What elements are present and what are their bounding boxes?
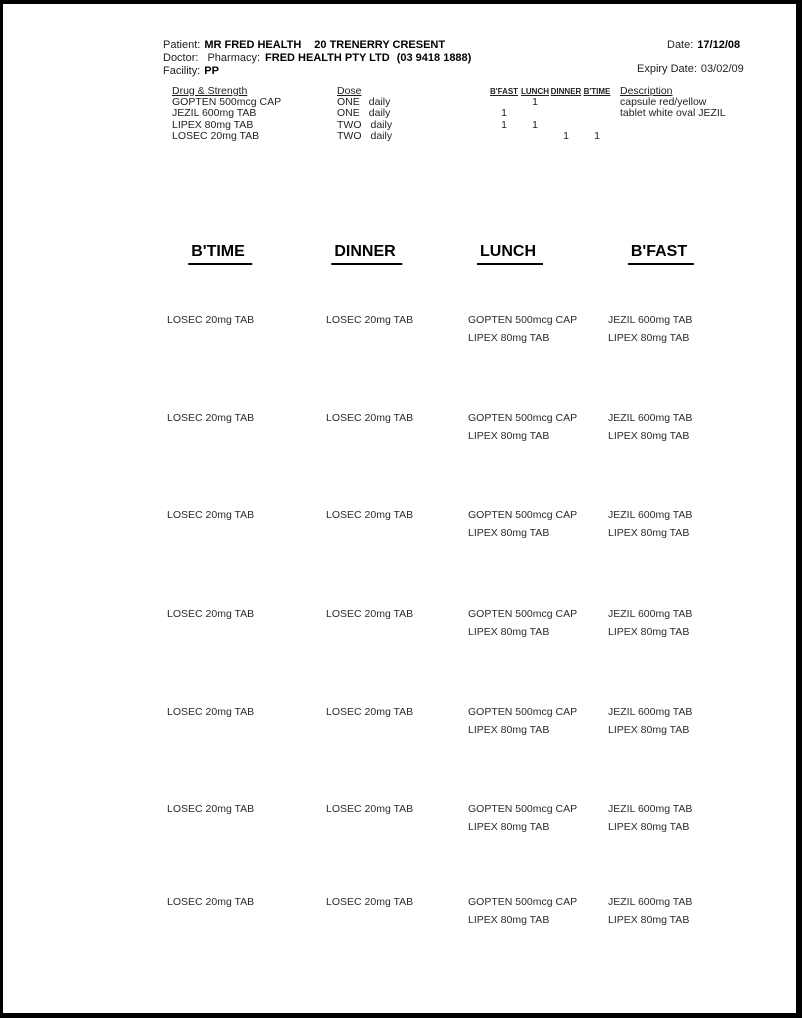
schedule-cell bbox=[167, 507, 322, 525]
medication-item: GOPTEN 500mcg CAP bbox=[468, 803, 578, 815]
medication-item: GOPTEN 500mcg CAP bbox=[468, 412, 578, 424]
medication-item: LIPEX 80mg TAB bbox=[608, 913, 690, 926]
schedule-header-lunch: LUNCH bbox=[477, 242, 543, 265]
page-edge-bottom bbox=[0, 1013, 802, 1018]
medication-item: GOPTEN 500mcg CAP bbox=[468, 314, 578, 326]
medication-item: LIPEX 80mg TAB bbox=[468, 820, 550, 833]
medication-row bbox=[172, 120, 772, 131]
schedule-cell bbox=[167, 410, 322, 428]
dose: ONE daily bbox=[337, 107, 391, 120]
medication-item: LIPEX 80mg TAB bbox=[608, 723, 690, 736]
medication-item: JEZIL 600mg TAB bbox=[608, 896, 693, 908]
schedule-cell bbox=[608, 704, 763, 739]
schedule-cell bbox=[326, 507, 481, 525]
medication-summary-table bbox=[172, 84, 772, 143]
date-line bbox=[667, 39, 740, 52]
pharmacy-label: Pharmacy: bbox=[207, 52, 261, 64]
btime-count: 1 bbox=[594, 130, 600, 143]
page-edge-top bbox=[0, 0, 802, 4]
medication-item: LIPEX 80mg TAB bbox=[608, 625, 690, 638]
medication-item: LOSEC 20mg TAB bbox=[326, 412, 414, 424]
page-edge-right bbox=[796, 0, 802, 1018]
schedule-header-dinner: DINNER bbox=[331, 242, 402, 265]
facility-line bbox=[163, 65, 219, 78]
patient-line bbox=[163, 39, 445, 52]
medication-item: LOSEC 20mg TAB bbox=[326, 896, 414, 908]
schedule-cell bbox=[608, 606, 763, 641]
medication-item: LIPEX 80mg TAB bbox=[468, 331, 550, 344]
facility-value: PP bbox=[204, 65, 219, 77]
medication-item: JEZIL 600mg TAB bbox=[608, 706, 693, 718]
medication-item: LOSEC 20mg TAB bbox=[167, 412, 255, 424]
dinner-count: 1 bbox=[563, 130, 569, 143]
schedule-cell bbox=[468, 704, 623, 739]
medication-item: LIPEX 80mg TAB bbox=[608, 820, 690, 833]
drug-description: tablet white oval JEZIL bbox=[620, 107, 726, 120]
doctor-line bbox=[163, 52, 471, 65]
patient-name: MR FRED HEALTH bbox=[204, 39, 302, 51]
pharmacy-phone: (03 9418 1888) bbox=[396, 52, 472, 64]
lunch-count: 1 bbox=[532, 118, 538, 131]
drug-name: GOPTEN 500mcg CAP bbox=[172, 96, 282, 108]
drug-name: LOSEC 20mg TAB bbox=[172, 130, 260, 143]
medication-item: LOSEC 20mg TAB bbox=[167, 706, 255, 718]
medication-row bbox=[172, 108, 772, 119]
dose: TWO daily bbox=[337, 130, 393, 143]
medication-item: GOPTEN 500mcg CAP bbox=[468, 896, 578, 908]
medication-item: LOSEC 20mg TAB bbox=[326, 509, 414, 521]
schedule-cell bbox=[326, 606, 481, 624]
schedule-cell bbox=[167, 312, 322, 330]
medication-item: LIPEX 80mg TAB bbox=[468, 526, 550, 539]
medication-item: LIPEX 80mg TAB bbox=[468, 913, 550, 926]
medication-item: LOSEC 20mg TAB bbox=[326, 803, 414, 815]
schedule-cell bbox=[608, 507, 763, 542]
schedule-cell bbox=[608, 312, 763, 347]
expiry-line bbox=[637, 63, 744, 76]
medication-item: LIPEX 80mg TAB bbox=[608, 526, 690, 539]
schedule-cell bbox=[468, 606, 623, 641]
dose: ONE daily bbox=[337, 96, 391, 108]
expiry-value: 03/02/09 bbox=[700, 63, 744, 75]
schedule-cell bbox=[326, 312, 481, 330]
medication-item: GOPTEN 500mcg CAP bbox=[468, 706, 578, 718]
col-header-lunch: LUNCH bbox=[521, 86, 549, 96]
medication-item: LOSEC 20mg TAB bbox=[326, 706, 414, 718]
medication-item: JEZIL 600mg TAB bbox=[608, 412, 693, 424]
schedule-cell bbox=[167, 704, 322, 722]
schedule-header-btime: B'TIME bbox=[188, 242, 252, 265]
medication-item: JEZIL 600mg TAB bbox=[608, 509, 693, 521]
col-header-bfast: B'FAST bbox=[489, 86, 519, 96]
schedule-cell bbox=[326, 410, 481, 428]
medication-item: LOSEC 20mg TAB bbox=[326, 608, 414, 620]
medication-item: GOPTEN 500mcg CAP bbox=[468, 608, 578, 620]
col-header-dinner: DINNER bbox=[550, 86, 582, 96]
col-header-dose: Dose bbox=[337, 84, 362, 97]
schedule-cell bbox=[167, 801, 322, 819]
schedule-cell bbox=[608, 894, 763, 929]
schedule-cell bbox=[468, 312, 623, 347]
schedule-cell bbox=[608, 410, 763, 445]
medication-item: LOSEC 20mg TAB bbox=[167, 509, 255, 521]
date-value: 17/12/08 bbox=[697, 39, 741, 51]
medication-item: GOPTEN 500mcg CAP bbox=[468, 509, 578, 521]
col-header-description: Description bbox=[620, 84, 673, 97]
medication-item: LOSEC 20mg TAB bbox=[326, 314, 414, 326]
bfast-count: 1 bbox=[501, 118, 507, 131]
medication-item: JEZIL 600mg TAB bbox=[608, 608, 693, 620]
medication-item: LIPEX 80mg TAB bbox=[468, 625, 550, 638]
drug-name: LIPEX 80mg TAB bbox=[172, 118, 254, 131]
schedule-cell bbox=[608, 801, 763, 836]
pharmacy-name: FRED HEALTH PTY LTD bbox=[265, 52, 390, 64]
col-header-drug: Drug & Strength bbox=[172, 84, 248, 97]
schedule-cell bbox=[468, 507, 623, 542]
doctor-label: Doctor: bbox=[163, 52, 199, 64]
schedule-header-bfast: B'FAST bbox=[628, 242, 694, 265]
medication-item: LOSEC 20mg TAB bbox=[167, 896, 255, 908]
medication-item: LIPEX 80mg TAB bbox=[468, 723, 550, 736]
schedule-cell bbox=[326, 704, 481, 722]
medication-item: JEZIL 600mg TAB bbox=[608, 803, 693, 815]
medication-row bbox=[172, 131, 772, 142]
lunch-count: 1 bbox=[532, 96, 538, 108]
schedule-cell bbox=[167, 894, 322, 912]
schedule-cell bbox=[468, 801, 623, 836]
medication-item: LOSEC 20mg TAB bbox=[167, 803, 255, 815]
medication-item: LIPEX 80mg TAB bbox=[468, 429, 550, 442]
drug-name: JEZIL 600mg TAB bbox=[172, 107, 257, 120]
date-label: Date: bbox=[667, 39, 694, 51]
schedule-cell bbox=[167, 606, 322, 624]
facility-label: Facility: bbox=[163, 65, 201, 77]
page-edge-left bbox=[0, 0, 3, 1018]
medication-item: LIPEX 80mg TAB bbox=[608, 331, 690, 344]
schedule-cell bbox=[326, 894, 481, 912]
medication-item: JEZIL 600mg TAB bbox=[608, 314, 693, 326]
schedule-cell bbox=[468, 894, 623, 929]
patient-label: Patient: bbox=[163, 39, 201, 51]
bfast-count: 1 bbox=[501, 107, 507, 120]
medication-item: LIPEX 80mg TAB bbox=[608, 429, 690, 442]
schedule-cell bbox=[326, 801, 481, 819]
expiry-label: Expiry Date: bbox=[637, 63, 697, 75]
drug-description: capsule red/yellow bbox=[620, 96, 707, 108]
schedule-cell bbox=[468, 410, 623, 445]
patient-address: 20 TRENERRY CRESENT bbox=[314, 39, 446, 51]
medication-item: LOSEC 20mg TAB bbox=[167, 608, 255, 620]
col-header-btime: B'TIME bbox=[583, 86, 611, 96]
medication-item: LOSEC 20mg TAB bbox=[167, 314, 255, 326]
dose: TWO daily bbox=[337, 118, 393, 131]
